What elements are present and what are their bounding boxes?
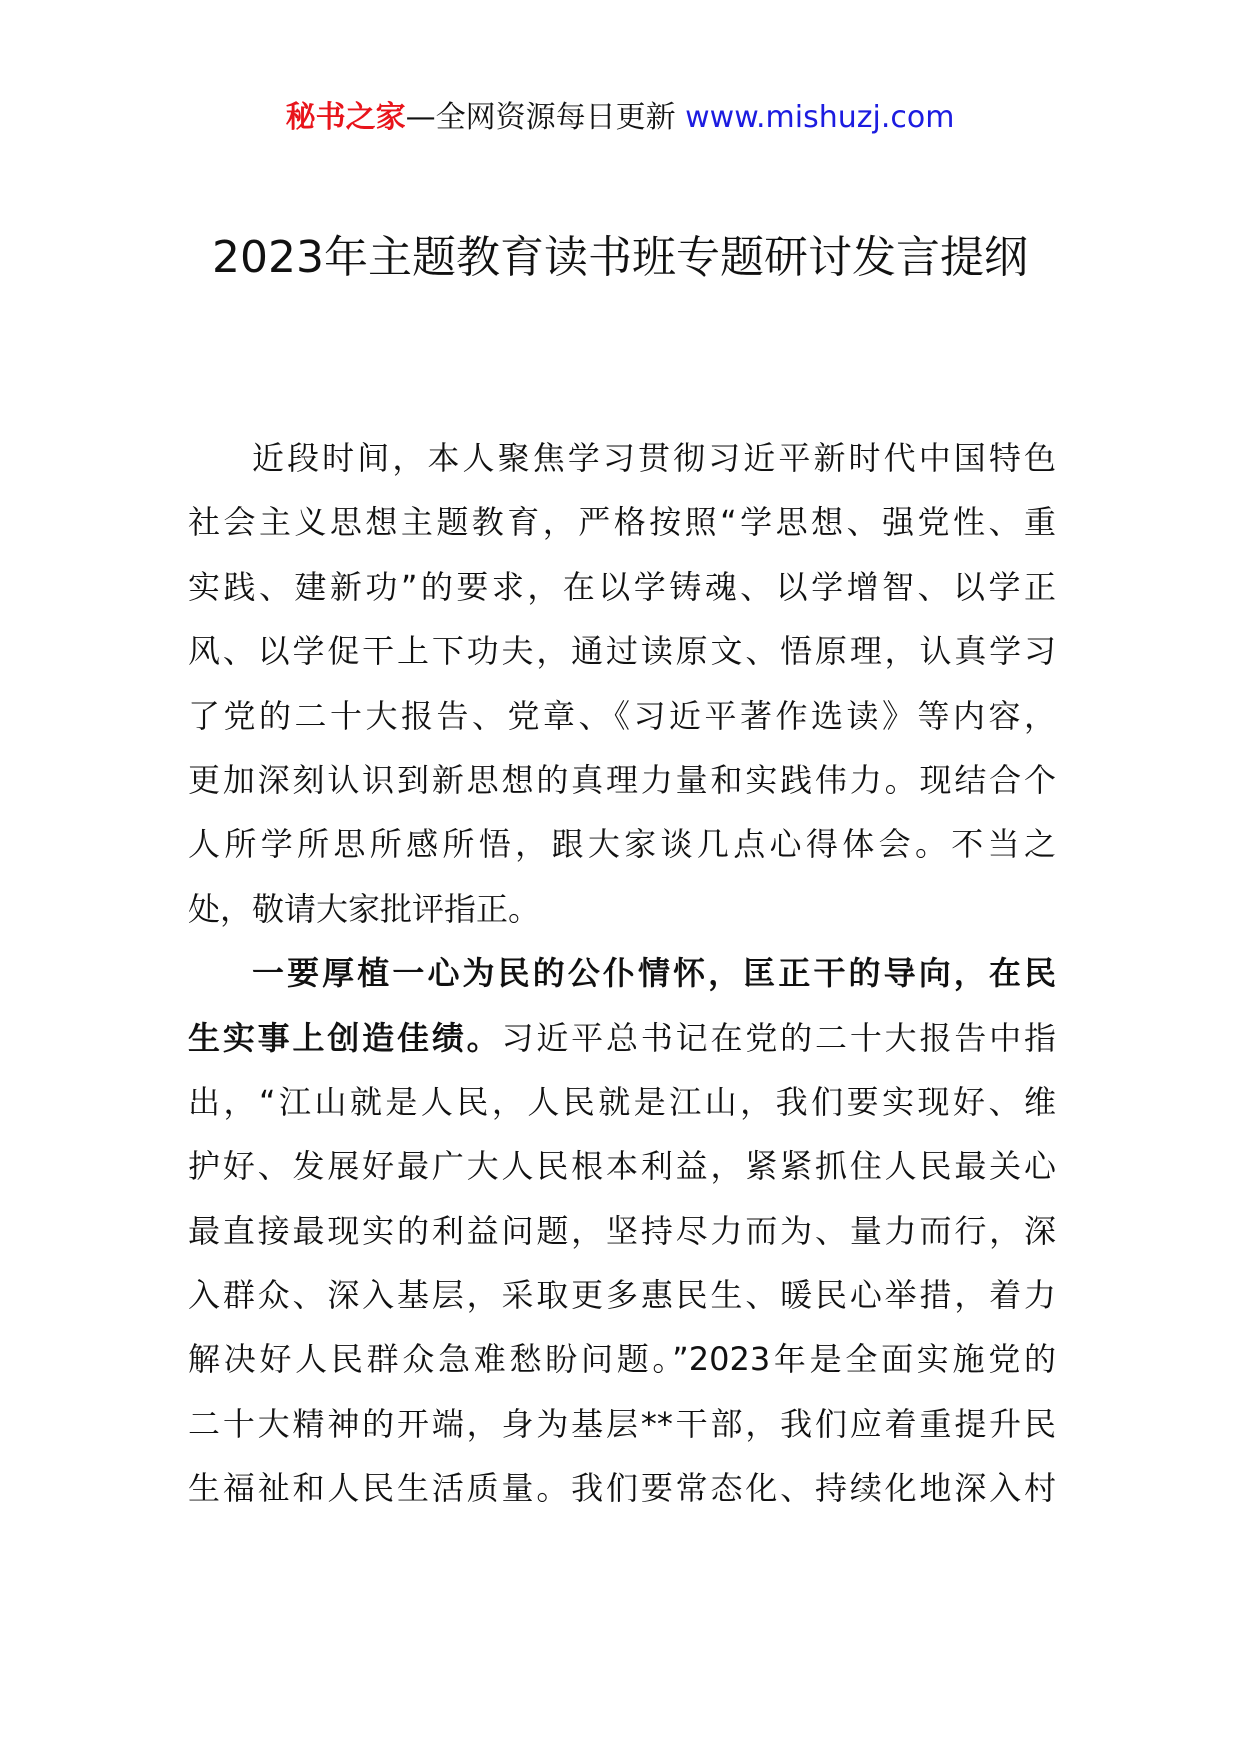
paragraph-1-line: 处，敬请大家批评指正。 (188, 889, 541, 928)
paragraph-1-line: 人所学所思所感所悟，跟大家谈几点心得体会。不当之 (188, 825, 1056, 864)
paragraph-2-line: 护好、发展好最广大人民根本利益，紧紧抓住人民最关心 (188, 1147, 1056, 1186)
brand-name: 秘书之家 (285, 100, 406, 135)
paragraph-2-line (188, 1006, 1056, 1070)
paragraph-1-line: 更加深刻认识到新思想的真理力量和实践伟力。现结合个 (188, 760, 1056, 799)
paragraph-1-line: 实践、建新功”的要求，在以学铸魂、以学增智、以学正 (188, 567, 1056, 606)
document-title: 2023年主题教育读书班专题研讨发言提纲 (212, 232, 1028, 283)
paragraph-1-line: 近段时间，本人聚焦学习贯彻习近平新时代中国特色 (252, 439, 1056, 477)
site-header (0, 98, 1240, 138)
paragraph-2-line: 出，“江山就是人民，人民就是江山，我们要实现好、维 (188, 1082, 1056, 1121)
paragraph-2-line: 入群众、深入基层，采取更多惠民生、暖民心举措，着力 (188, 1276, 1056, 1315)
document-body (188, 426, 1056, 1521)
paragraph-2-line: 生福祉和人民生活质量。我们要常态化、持续化地深入村 (188, 1469, 1056, 1508)
paragraph-2-heading-end: 生实事上创造佳绩。 (188, 1018, 502, 1057)
paragraph-2-line: 解决好人民群众急难愁盼问题。”2023年是全面实施党的 (188, 1340, 1056, 1379)
header-tagline: —全网资源每日更新 (405, 100, 676, 135)
paragraph-2-text: 习近平总书记在党的二十大报告中指 (501, 1018, 1056, 1057)
paragraph-2-line: 最直接最现实的利益问题，坚持尽力而为、量力而行，深 (188, 1211, 1056, 1250)
paragraph-1-line: 风、以学促干上下功夫，通过读原文、悟原理，认真学习 (188, 632, 1056, 671)
website-link[interactable]: www.mishuzj.com (685, 100, 955, 135)
paragraph-1-line: 社会主义思想主题教育，严格按照“学思想、强党性、重 (188, 503, 1056, 542)
paragraph-2-line: 二十大精神的开端，身为基层**干部，我们应着重提升民 (188, 1404, 1056, 1443)
paragraph-2-heading: 一要厚植一心为民的公仆情怀，匡正干的导向，在民 (252, 954, 1056, 993)
paragraph-1-line: 了党的二十大报告、党章、《习近平著作选读》等内容， (188, 696, 1056, 735)
